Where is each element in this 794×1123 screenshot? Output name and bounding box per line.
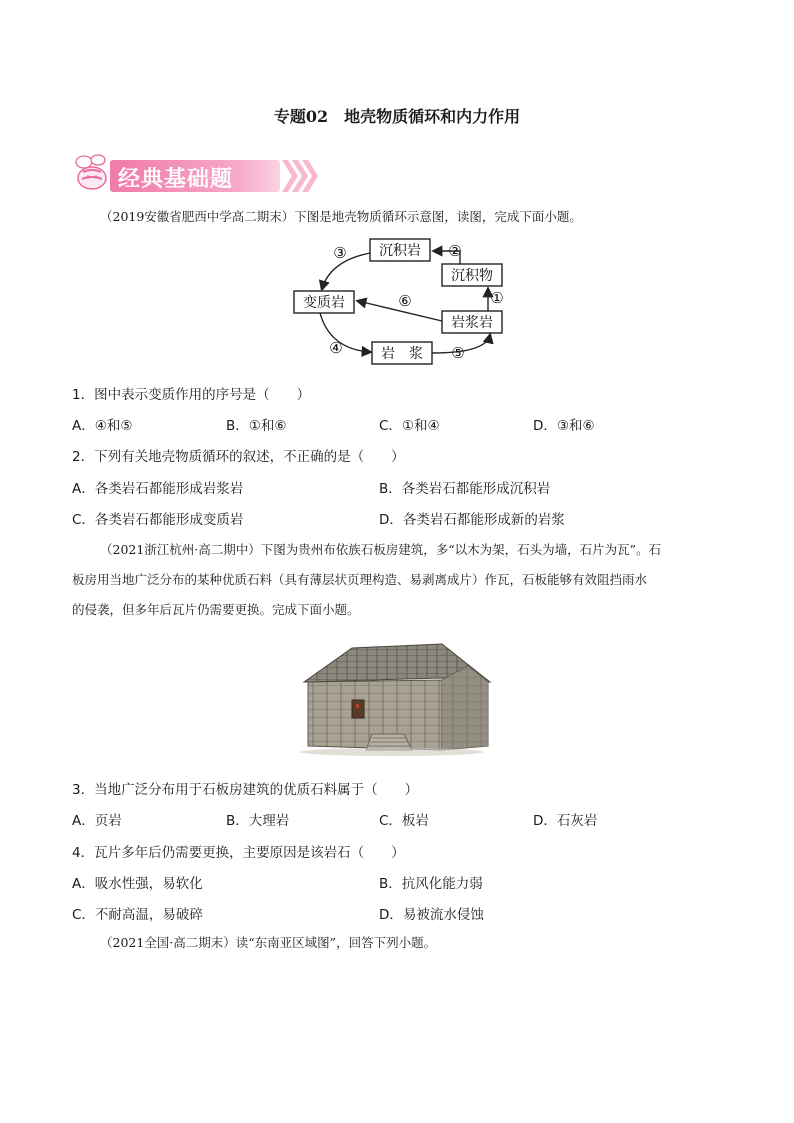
- question-4-stem: 4．瓦片多年后仍需要更换，主要原因是该岩石（ ）: [72, 845, 405, 861]
- box-sediment: 沉积物: [451, 268, 493, 284]
- question-1-stem: 1．图中表示变质作用的序号是（ ）: [72, 387, 311, 403]
- box-metamorphic-rock: 变质岩: [303, 295, 345, 311]
- q4-option-b: B．抗风化能力弱: [379, 876, 483, 892]
- label-2: ②: [448, 242, 462, 260]
- label-3: ③: [333, 244, 347, 262]
- q4-option-a: A．吸水性强，易软化: [72, 876, 203, 892]
- stone-house-image: [292, 638, 492, 758]
- box-sedimentary-rock: 沉积岩: [379, 243, 421, 259]
- page-title: 专题02 地壳物质循环和内力作用: [273, 107, 521, 126]
- q2-option-b: B．各类岩石都能形成沉积岩: [379, 481, 551, 497]
- q4-option-d: D．易被流水侵蚀: [379, 907, 484, 923]
- q1-option-c: C．①和④: [379, 418, 440, 434]
- section2-intro-line-3: 的侵袭，但多年后瓦片仍需要更换。完成下面小题。: [72, 602, 360, 617]
- q1-option-d: D．③和⑥: [533, 418, 595, 434]
- section2-intro: [72, 535, 722, 625]
- q2-option-c: C．各类岩石都能形成变质岩: [72, 512, 244, 528]
- rock-cycle-diagram: [290, 235, 510, 370]
- q2-option-a: A．各类岩石都能形成岩浆岩: [72, 481, 244, 497]
- label-1: ①: [490, 289, 504, 307]
- banner-label: 经典基础题: [118, 167, 234, 192]
- section3-intro-text: （2021全国·高二期末）读“东南亚区域图”，回答下列小题。: [100, 935, 437, 950]
- q4-option-c: C．不耐高温，易破碎: [72, 907, 203, 923]
- q3-option-b: B．大理岩: [226, 813, 290, 829]
- q3-option-d: D．石灰岩: [533, 813, 598, 829]
- q3-option-a: A．页岩: [72, 813, 122, 829]
- box-igneous-rock: 岩浆岩: [451, 315, 493, 331]
- q1-option-a: A．④和⑤: [72, 418, 133, 434]
- bee-icon: [76, 155, 106, 189]
- section1-intro-text: （2019安徽省肥西中学高二期末）下图是地壳物质循环示意图，读图，完成下面小题。: [100, 209, 582, 224]
- q1-option-b: B．①和⑥: [226, 418, 287, 434]
- label-4: ④: [329, 339, 343, 357]
- question-2-stem: 2．下列有关地壳物质循环的叙述，不正确的是（ ）: [72, 449, 405, 465]
- section3-intro: [72, 928, 722, 958]
- q3-option-c: C．板岩: [379, 813, 429, 829]
- box-magma: 岩 浆: [381, 346, 423, 362]
- section2-intro-line-1: （2021浙江杭州·高二期中）下图为贵州布依族石板房建筑，多“以木为架，石头为墙，石片为瓦”。石: [100, 542, 662, 557]
- label-5: ⑤: [451, 344, 465, 362]
- question-3-stem: 3．当地广泛分布用于石板房建筑的优质石料属于（ ）: [72, 782, 419, 798]
- q2-option-d: D．各类岩石都能形成新的岩浆: [379, 512, 565, 528]
- section2-intro-line-2: 板房用当地广泛分布的某种优质石料（具有薄层状页理构造、易剥离成片）作瓦，石板能够有效阻挡雨水: [72, 572, 648, 587]
- section1-intro: [72, 202, 722, 232]
- label-6: ⑥: [398, 292, 412, 310]
